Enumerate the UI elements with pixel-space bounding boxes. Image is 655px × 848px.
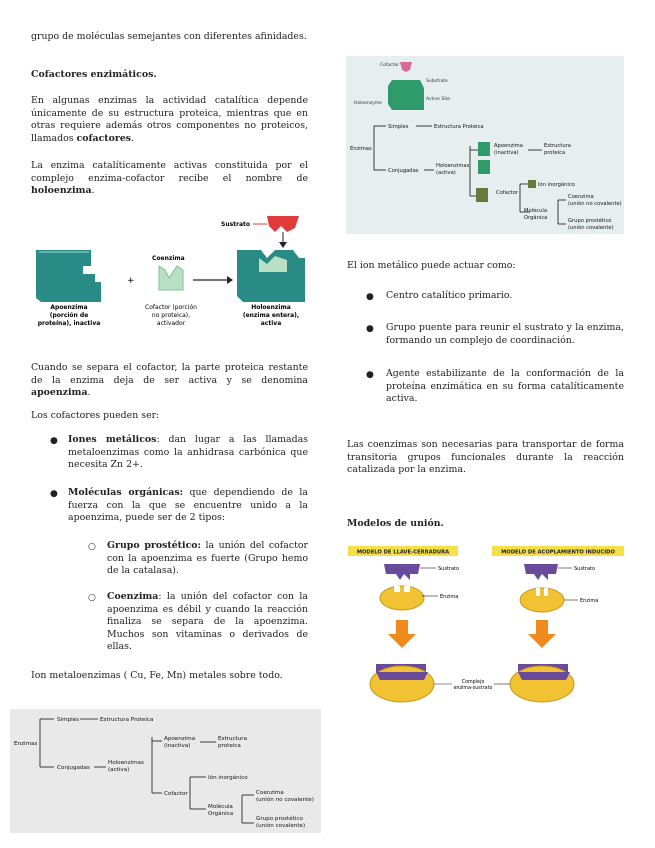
svg-text:(inactiva): (inactiva) bbox=[164, 743, 191, 749]
svg-text:Enzimas: Enzimas bbox=[14, 741, 38, 747]
svg-text:(unión covalente): (unión covalente) bbox=[256, 823, 306, 829]
svg-text:Cofactor: Cofactor bbox=[164, 791, 188, 797]
bullet-icon: ● bbox=[366, 370, 374, 380]
svg-text:Coenzima: Coenzima bbox=[568, 194, 594, 200]
svg-text:Simples: Simples bbox=[57, 717, 80, 723]
svg-text:Cofactor: Cofactor bbox=[496, 190, 518, 196]
paragraph-metaloenzimas: Ion metaloenzimas ( Cu, Fe, Mn) metales sobre todo. bbox=[31, 670, 283, 681]
heading-modelos: Modelos de unión. bbox=[347, 518, 444, 529]
svg-text:Orgánica: Orgánica bbox=[524, 215, 548, 221]
paragraph-tipos: Los cofactores pueden ser: bbox=[31, 410, 160, 421]
svg-text:Holoenzyme: Holoenzyme bbox=[354, 101, 382, 106]
svg-text:Sustrato: Sustrato bbox=[574, 566, 596, 572]
svg-text:Grupo prostético: Grupo prostético bbox=[256, 816, 303, 822]
svg-text:(unión no covalente): (unión no covalente) bbox=[256, 797, 314, 803]
list-item-moleculas: Moléculas orgánicas: que dependiendo de la fuerza con la que se encuentre unido a la apoenzima, puede ser de 2 tipos: bbox=[68, 487, 308, 524]
svg-text:Sustrato: Sustrato bbox=[438, 566, 460, 572]
enzyme-classification-tree bbox=[10, 709, 321, 833]
svg-text:Estructura: Estructura bbox=[218, 736, 248, 742]
model-title-right: MODELO DE ACOPLAMIENTO INDUCIDO bbox=[501, 549, 615, 556]
substrate-shape bbox=[267, 216, 299, 232]
svg-text:(activa): (activa) bbox=[108, 767, 130, 773]
heading-cofactores: Cofactores enzimáticos. bbox=[31, 69, 157, 80]
paragraph-coenzimas: Las coenzimas son necesarias para transportar de forma transitoria grupos funcionales durante la reacción catalizada por la enzima. bbox=[347, 439, 624, 476]
svg-text:Estructura Proteica: Estructura Proteica bbox=[100, 717, 154, 723]
svg-text:Orgánica: Orgánica bbox=[208, 811, 234, 817]
svg-text:(unión covalente): (unión covalente) bbox=[568, 225, 614, 231]
list-item-iones: Iones metálicos: dan lugar a las llamadas metaloenzimas como la anhidrasa carbónica que necesita Zn 2+. bbox=[68, 434, 308, 471]
svg-text:Holoenzimas: Holoenzimas bbox=[108, 760, 144, 766]
coenzima-label: Coenzima bbox=[152, 255, 185, 262]
bullet-icon: ● bbox=[366, 324, 374, 334]
list-item-puente: Grupo puente para reunir el sustrato y la enzima, formando un complejo de coordinación. bbox=[386, 322, 624, 346]
svg-text:(inactiva): (inactiva) bbox=[494, 150, 519, 156]
svg-text:Ión inorgánico: Ión inorgánico bbox=[538, 182, 575, 188]
svg-text:Conjugadas: Conjugadas bbox=[57, 765, 90, 771]
circle-bullet-icon: ○ bbox=[88, 593, 96, 603]
svg-text:Enzimas: Enzimas bbox=[350, 146, 372, 152]
model-title-left: MODELO DE LLAVE-CERRADURA bbox=[356, 549, 450, 556]
list-item-prostetico: Grupo prostético: la unión del cofactor con la apoenzima es fuerte (Grupo hemo de la catalasa). bbox=[107, 540, 308, 577]
holoenzyme-shape bbox=[237, 250, 305, 302]
svg-text:Enzima: Enzima bbox=[440, 594, 459, 600]
svg-text:Cofactor: Cofactor bbox=[380, 63, 400, 68]
paragraph-ion-metalico: El ion metálico puede actuar como: bbox=[347, 260, 516, 271]
svg-text:Active Site: Active Site bbox=[426, 97, 450, 102]
svg-text:Substrate: Substrate bbox=[426, 79, 448, 84]
svg-text:Ión inorgánico: Ión inorgánico bbox=[208, 775, 248, 781]
cofactor-tree-figure bbox=[346, 56, 624, 234]
svg-text:Enzima: Enzima bbox=[580, 598, 599, 604]
svg-text:Molécula: Molécula bbox=[524, 208, 548, 214]
paragraph-apoenzima: Cuando se separa el cofactor, la parte proteica restante de la enzima deja de ser activa y se denomina apoenzima. bbox=[31, 362, 308, 399]
binding-models-figure bbox=[346, 544, 626, 710]
svg-text:Grupo prostético: Grupo prostético bbox=[568, 218, 612, 224]
sustrato-label: Sustrato bbox=[221, 221, 251, 228]
svg-text:Molécula: Molécula bbox=[208, 804, 233, 810]
apoenzyme-shape bbox=[36, 250, 101, 302]
circle-bullet-icon: ○ bbox=[88, 542, 96, 552]
svg-text:Holoenzimas: Holoenzimas bbox=[436, 163, 470, 169]
paragraph-cofactores: En algunas enzimas la actividad catalítica depende únicamente de su estructura proteica, mientras que en otras requiere además otros componentes no proteicos, llamados cofactores. bbox=[31, 95, 308, 144]
bullet-icon: ● bbox=[50, 436, 58, 446]
svg-text:Apoenzima: Apoenzima bbox=[494, 143, 523, 149]
cofactor-shape bbox=[159, 266, 183, 290]
svg-text:Conjugadas: Conjugadas bbox=[388, 168, 419, 174]
svg-text:Apoenzima(porción deproteína),: Apoenzima (porción de proteína), inactiva bbox=[37, 304, 101, 327]
svg-text:Coenzima: Coenzima bbox=[256, 790, 284, 796]
svg-text:Cofactor (porciónno proteica),: Cofactor (porción no proteica), activador bbox=[145, 304, 197, 327]
plus-sign: + bbox=[127, 276, 135, 286]
list-item-estabilizante: Agente estabilizante de la conformación de la proteína enzimática en su forma catalíticamente activa. bbox=[386, 368, 624, 405]
svg-text:Holoenzima(enzima entera),acti: Holoenzima (enzima entera), activa bbox=[242, 304, 300, 327]
paragraph-intro: grupo de moléculas semejantes con diferentes afinidades. bbox=[31, 31, 307, 42]
svg-text:proteica: proteica bbox=[218, 743, 241, 749]
svg-text:Estructura: Estructura bbox=[544, 143, 571, 149]
paragraph-holoenzima: La enzima catalíticamente activas constituida por el complejo enzima-cofactor recibe el nombre de holoenzima. bbox=[31, 160, 308, 197]
svg-text:(unión no covalente): (unión no covalente) bbox=[568, 201, 622, 207]
svg-text:Apoenzima: Apoenzima bbox=[164, 736, 196, 742]
svg-text:proteica: proteica bbox=[544, 150, 566, 156]
bullet-icon: ● bbox=[366, 292, 374, 302]
svg-text:Estructura Proteica: Estructura Proteica bbox=[434, 124, 484, 130]
list-item-centro: Centro catalítico primario. bbox=[386, 290, 513, 301]
svg-text:(activa): (activa) bbox=[436, 170, 456, 176]
svg-text:Complejoenzima-sustrato: Complejo enzima-sustrato bbox=[453, 680, 493, 691]
holoenzyme-figure bbox=[31, 210, 316, 335]
list-item-coenzima: Coenzima: la unión del cofactor con la apoenzima es débil y cuando la reacción finaliza se separa de la apoenzima. Muchos son vitaminas o derivados de ellas. bbox=[107, 591, 308, 653]
bullet-icon: ● bbox=[50, 489, 58, 499]
svg-text:Simples: Simples bbox=[388, 124, 409, 130]
